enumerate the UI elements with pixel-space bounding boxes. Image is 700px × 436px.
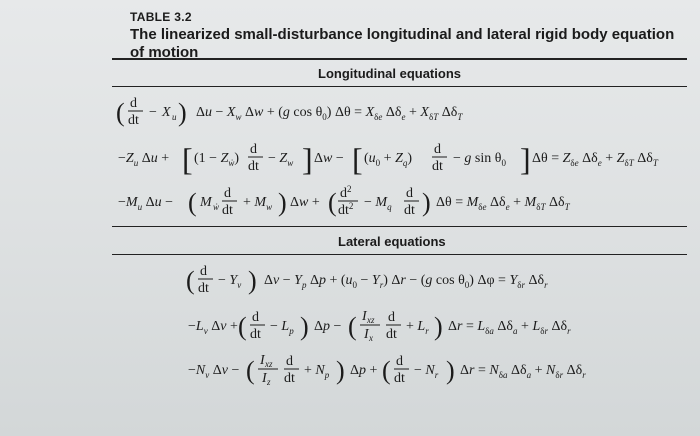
- svg-text:dt: dt: [128, 113, 139, 128]
- svg-text:(: (: [246, 356, 255, 385]
- table-number: TABLE 3.2: [130, 10, 192, 24]
- svg-text:x: x: [369, 333, 373, 343]
- svg-text:ẇ: ẇ: [213, 202, 220, 212]
- svg-text:Δθ = Zδe Δδe + ZδT ΔδT: $\Delta\theta = Z_\delta e$ $\Delta\delta_e + Z_\delta T$ $\Delta\delta_T$: [532, 151, 658, 168]
- svg-text:−Mu Δu −: $-M_u$ Δu −: [118, 195, 173, 212]
- svg-text:− Nr: − $N_r$: [414, 363, 439, 380]
- lateral-equation-3: [186, 348, 686, 392]
- svg-text:− g sin θ0: − g $\sin \theta_0$: [453, 151, 506, 168]
- svg-text:I: I: [364, 327, 369, 342]
- svg-text:): ): [300, 312, 309, 341]
- svg-text:dt: dt: [284, 371, 295, 386]
- svg-text:[: [: [352, 141, 363, 177]
- svg-text:dt2: $dt^2$: [338, 201, 354, 218]
- svg-text:d: d: [388, 310, 395, 325]
- svg-text:(: (: [186, 266, 195, 295]
- svg-text:dt: dt: [248, 159, 259, 174]
- svg-text:(: (: [328, 188, 337, 217]
- svg-text:d: d: [396, 354, 403, 369]
- svg-text:(1 − Zẇ): $(1 - Z_ẇ)$: [194, 151, 240, 168]
- svg-text:Δw −: Δw −: [314, 151, 344, 166]
- svg-text:M: M: [200, 195, 212, 210]
- svg-text:− Zw: − $Z_w$: [268, 151, 294, 168]
- longitudinal-rule: [112, 86, 687, 87]
- svg-text:Δr = Nδa Δδa + Nδr Δδr: $\Delta r = N_\delta a$ $\Delta\delta_a + N_\delta r$ $\Delta\delta_r$: [460, 363, 586, 380]
- svg-text:dt: dt: [404, 203, 415, 218]
- svg-text:+ Lr: + $L_r$: [406, 319, 429, 336]
- svg-text:z: z: [267, 377, 271, 387]
- svg-text:I: I: [260, 353, 265, 368]
- svg-text:dt: dt: [386, 327, 397, 342]
- svg-text:I: I: [362, 309, 367, 324]
- svg-text:d: d: [130, 96, 137, 111]
- svg-text:Δu − Xw Δw + (g cos θ0) Δθ: $\Delta u - X_w$ Δw + (g $\cos \theta_0$) $\Delta\theta = X_\delta e$ $\Delta\delta_e + X_\delta T$ $\Delta\delta_T$: [196, 105, 463, 122]
- svg-text:d: d: [252, 310, 259, 325]
- svg-text:dt: dt: [222, 203, 233, 218]
- svg-text:Δp +: Δp +: [350, 363, 378, 378]
- svg-text:dt: dt: [394, 371, 405, 386]
- svg-text:xz: xz: [367, 315, 375, 325]
- svg-text:d: d: [434, 142, 441, 157]
- lateral-equation-1: [186, 258, 686, 302]
- svg-text:Δp −: Δp −: [314, 319, 342, 334]
- longitudinal-equation-2: [116, 136, 691, 180]
- svg-text:+ Np: + $N_p$: [304, 363, 330, 380]
- caption-line-1: The linearized small-disturbance longitudinal and lateral rigid body equation: [130, 26, 675, 43]
- longitudinal-heading: Longitudinal equations: [318, 66, 461, 81]
- svg-text:dt: dt: [432, 159, 443, 174]
- svg-text:−Zu Δu +: $-Z_u$ Δu +: [118, 151, 170, 168]
- svg-text:d: d: [224, 186, 231, 201]
- table-title-block: [130, 10, 675, 62]
- lateral-top-rule: [112, 226, 687, 227]
- svg-text:d: d: [406, 186, 413, 201]
- svg-text:(: (: [382, 356, 391, 385]
- svg-text:−: −: [149, 105, 157, 120]
- svg-text:X: X: [162, 105, 171, 120]
- svg-text:Δw +: Δw +: [290, 195, 320, 210]
- table-caption: [130, 26, 675, 62]
- svg-text:+ Mw: + $M_w$: [243, 195, 273, 212]
- svg-text:Δv − Yp Δp + (u0 − Yr) Δr − (g: $\Delta v - Y_p$ $\Delta p + (u_0 - Y_r) \Delta r - (g$ $\cos \theta_0$) $\Delta\varphi = Y_\delta r$ $\Delta\delta_r$: [264, 273, 548, 290]
- svg-text:dt: dt: [198, 281, 209, 296]
- svg-text:): ): [422, 188, 431, 217]
- svg-text:− Yv: − $Y_v$: [218, 273, 242, 290]
- svg-text:−Nv Δv −: $-N_v$ Δv −: [188, 363, 240, 380]
- svg-text:− Mq: − $M_q$: [364, 195, 392, 212]
- svg-text:): ): [446, 356, 455, 385]
- svg-text:(u0 + Zq): $(u_0 + Z_q)$: [364, 151, 413, 168]
- svg-text:I: I: [262, 371, 267, 386]
- svg-text:d2: $d^2$: [340, 184, 352, 201]
- svg-text:]: ]: [520, 141, 531, 177]
- svg-text:): ): [278, 188, 287, 217]
- svg-text:(: (: [238, 312, 247, 341]
- svg-text:−Lv Δv +: $-L_v$ Δv +: [188, 319, 238, 336]
- svg-text:(: (: [116, 98, 125, 127]
- top-rule: [112, 58, 687, 60]
- svg-text:xz: xz: [265, 359, 273, 369]
- longitudinal-equation-3: [116, 180, 676, 224]
- svg-text:u: u: [172, 112, 177, 122]
- longitudinal-equation-1: [116, 90, 656, 134]
- caption-line-2: of motion: [130, 44, 199, 61]
- svg-text:): ): [434, 312, 443, 341]
- lateral-rule: [112, 254, 687, 255]
- svg-text:dt: dt: [250, 327, 261, 342]
- svg-text:): ): [336, 356, 345, 385]
- svg-text:[: [: [182, 141, 193, 177]
- lateral-equation-2: [186, 304, 686, 348]
- svg-text:Δθ = Mδe Δδe + MδT ΔδT: $\Delta\theta = M_\delta e$ $\Delta\delta_e + M_\delta T$ $\Delta\delta_T$: [436, 195, 570, 212]
- svg-text:(: (: [348, 312, 357, 341]
- svg-text:d: d: [200, 264, 207, 279]
- svg-text:(: (: [188, 188, 197, 217]
- svg-text:Δr = Lδa Δδa + Lδr Δδr: $\Delta r = L_\delta a$ $\Delta\delta_a + L_\delta r$ $\Delta\delta_r$: [448, 319, 571, 336]
- svg-text:d: d: [286, 354, 293, 369]
- svg-text:]: ]: [302, 141, 313, 177]
- svg-text:− Lp: − $L_p$: [270, 319, 294, 336]
- lateral-heading: Lateral equations: [338, 234, 446, 249]
- svg-text:): ): [178, 98, 187, 127]
- svg-text:d: d: [250, 142, 257, 157]
- svg-text:): ): [248, 266, 257, 295]
